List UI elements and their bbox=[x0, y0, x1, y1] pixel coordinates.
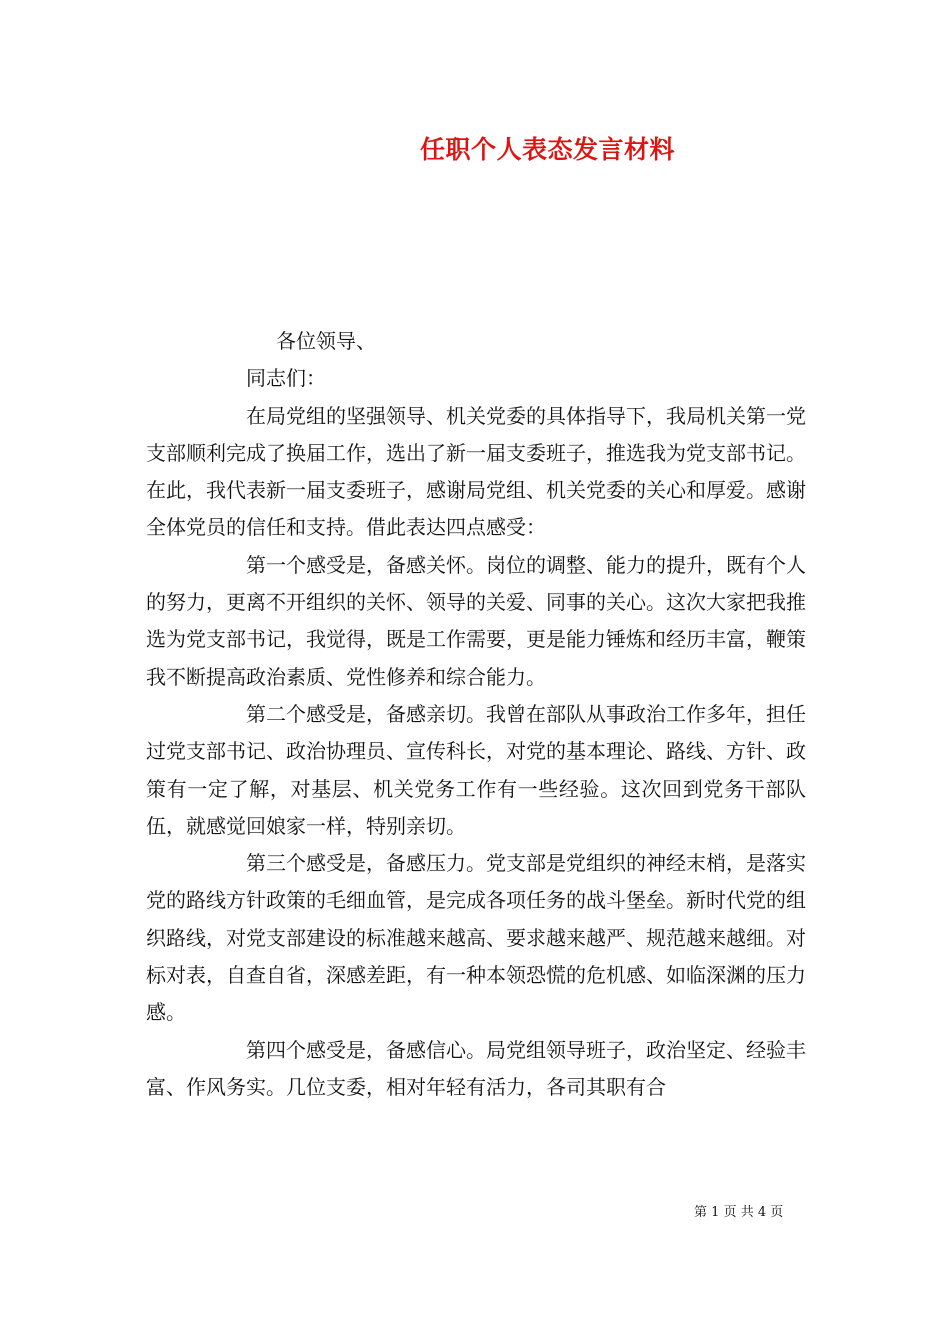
paragraph-feeling-1: 第一个感受是，备感关怀。岗位的调整、能力的提升，既有个人的努力，更离不开组织的关怀、领导的关爱、同事的关心。这次大家把我推选为党支部书记，我觉得，既是工作需要，更是能力锤炼和经历丰富，鞭策我不断提高政治素质、党性修养和综合能力。 bbox=[146, 552, 806, 689]
salutation-leaders: 各位领导、 bbox=[276, 329, 376, 353]
paragraph-feeling-2: 第二个感受是，备感亲切。我曾在部队从事政治工作多年，担任过党支部书记、政治协理员、宣传科长，对党的基本理论、路线、方针、政策有一定了解，对基层、机关党务工作有一些经验。这次回到党务干部队伍，就感觉回娘家一样，特别亲切。 bbox=[146, 701, 806, 838]
footer-middle: 页 共 bbox=[723, 1205, 754, 1220]
document-body bbox=[146, 323, 806, 1106]
footer-suffix: 页 bbox=[770, 1205, 784, 1220]
paragraph-feeling-4: 第四个感受是，备感信心。局党组领导班子，政治坚定、经验丰富、作风务实。几位支委，相对年轻有活力，各司其职有合 bbox=[146, 1037, 806, 1099]
paragraph-intro: 在局党组的坚强领导、机关党委的具体指导下，我局机关第一党支部顺利完成了换届工作，选出了新一届支委班子，推选我为党支部书记。在此，我代表新一届支委班子，感谢局党组、机关党委的关心和厚爱。感谢全体党员的信任和支持。借此表达四点感受： bbox=[146, 403, 806, 540]
page-footer bbox=[694, 1203, 783, 1223]
footer-prefix: 第 bbox=[694, 1205, 708, 1220]
paragraph-feeling-3: 第三个感受是，备感压力。党支部是党组织的神经末梢，是落实党的路线方针政策的毛细血管，是完成各项任务的战斗堡垒。新时代党的组织路线，对党支部建设的标准越来越高、要求越来越严、规范越来越细。对标对表，自查自省，深感差距，有一种本领恐慌的危机感、如临深渊的压力感。 bbox=[146, 851, 806, 1025]
footer-page-number: 1 bbox=[711, 1205, 720, 1220]
salutation-comrades: 同志们： bbox=[246, 366, 326, 391]
footer-total-pages: 4 bbox=[757, 1205, 767, 1220]
document-title: 任职个人表态发言材料 bbox=[419, 135, 675, 164]
